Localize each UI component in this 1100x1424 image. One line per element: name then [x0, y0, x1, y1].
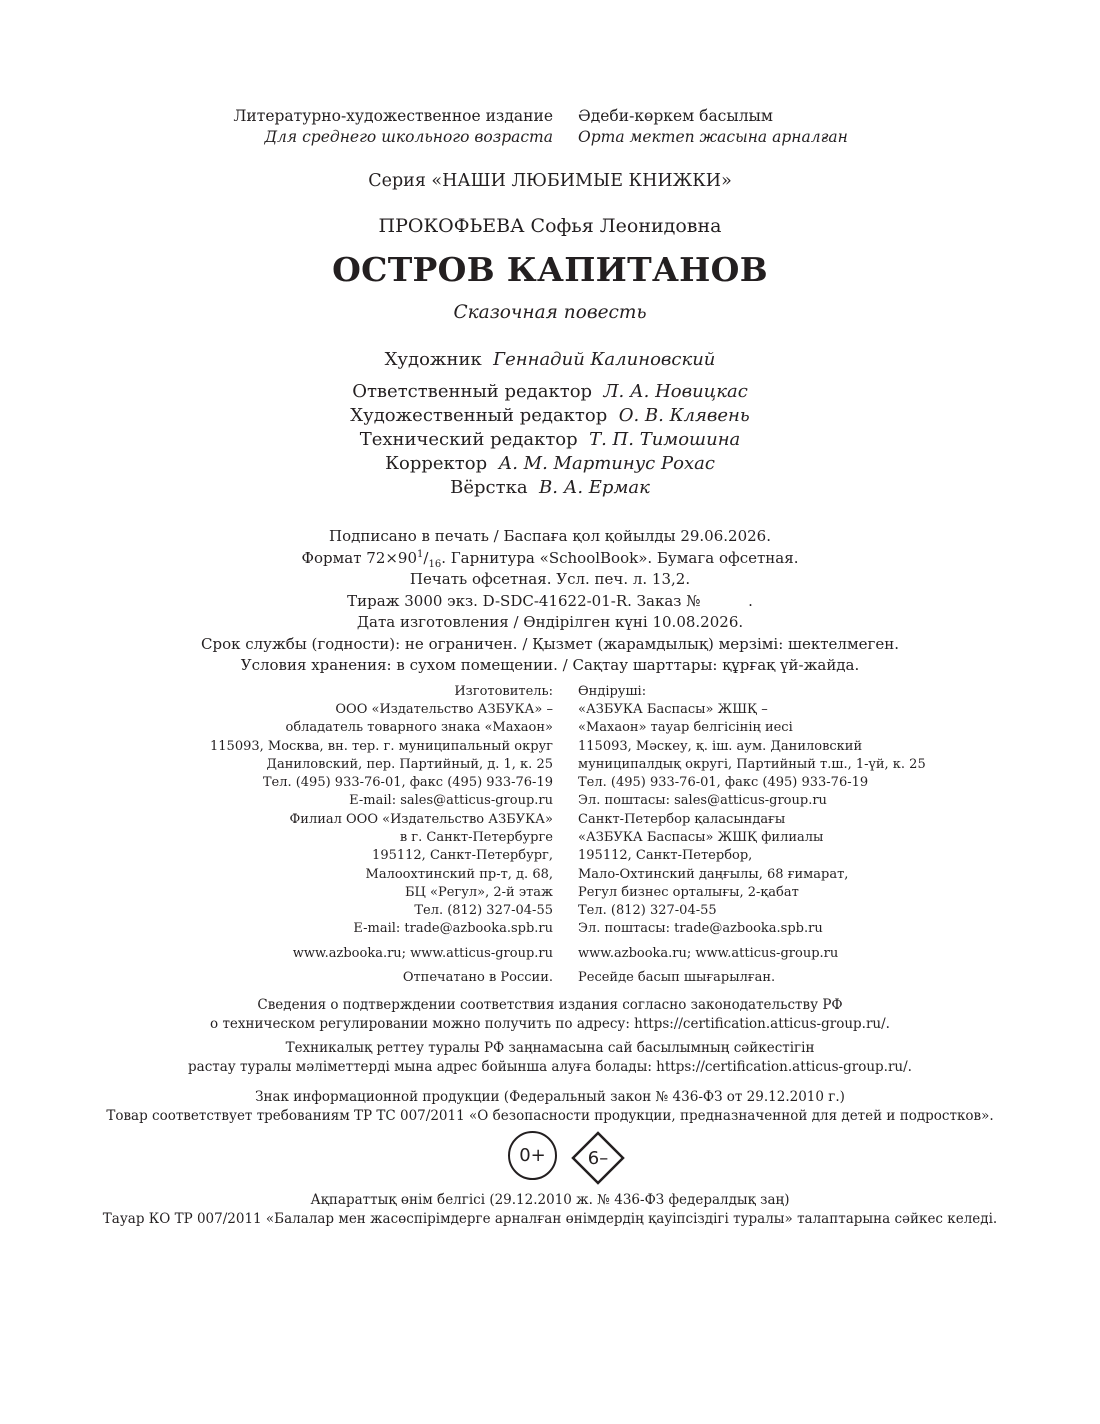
manufacture-date: Дата изготовления / Өндірілген күні 10.08.2026. — [356, 613, 744, 631]
certification-ru: Сведения о подтверждении соответствия издания согласно законодательству РФ о техническом регулировании можно получить по адресу: https://certification.atticus-group.ru/. — [210, 997, 890, 1032]
service-life: Срок службы (годности): не ограничен. / Қызмет (жарамдылық) мерзімі: шектелмеген. — [201, 634, 899, 653]
editor-credit: Технический редактор Т. П. Тимошина — [359, 429, 741, 450]
age-group-kz: Орта мектеп жасына арналған — [578, 128, 848, 146]
age-rating-circle-icon: 0+ — [508, 1131, 557, 1180]
info-product-law-kz: Ақпараттық өнім белгісі (29.12.2010 ж. № 436-ФЗ федералдық заң) Тауар КО ТР 007/2011 «Балалар мен жасөспірімдерге арналған өнімдердің қауіпсіздігі туралы» талаптарына сәйкес келеді. — [102, 1192, 998, 1227]
printed-in-kz: Ресейде басып шығарылған. — [578, 970, 776, 985]
genre-kz: Әдеби-көркем басылым — [578, 107, 773, 125]
author-name: ПРОКОФЬЕВА Софья Леонидовна — [378, 215, 722, 237]
certification-kz: Техникалық реттеу туралы РФ заңнамасына сай басылымның сәйкестігін растау туралы мәліметтерді мына адрес бойынша алуға болады: https://certification.atticus-group.ru/. — [188, 1040, 912, 1075]
imprint-page: Литературно-художественное издание Для среднего школьного возраста Әдеби-көркем басылым Орта мектеп жасына арналған Серия «НАШИ ЛЮБИМЫЕ КНИЖКИ» ПРОКОФЬЕВА Софья Леонидовна ОСТРОВ КАПИТАНОВ Сказочная повесть Художник Геннадий Калиновский Ответственный редактор Л. А. Новицкас Художественный редактор О. В. Клявень Технический редактор Т. П. Тимошина Корректор А. М. Мартинус Рохас Вёрстка В. А. Ермак Подписано в печать / Баспаға қол қойылды 29.06.2026. Формат $72\times 90^1/_{16}$. Гарнитура «SchoolBook». Бумага офсетная. Печать офсетная. Усл. печ. л. 13,2. Тираж 3000 экз. D-SDC-41622-01-R. Заказ № . Дата изготовления / Өндірілген күні 10.08.2026. Срок службы (годности): не ограничен. / Қызмет (жарамдылық) мерзімі: шектелмеген. Условия хранения: в сухом помещении. / Сақтау шарттары: құрғақ үй-жайда. Изготовитель: ООО «Издательство АЗБУКА» – обладатель товарного знака «Махаон» 115093, Москва, вн. тер. г. муниципальный округ Даниловский, пер. Партийный, д. 1, к. 25 Тел. (495) 933-76-01, факс (495) 933-76-19 E-mail: sales@atticus-group.ru Өндіруші: «АЗБУКА Баспасы» ЖШҚ – «Махаон» тауар белгісінің иесі 115093, Мәскеу, қ. іш. аум. Даниловский муниципалдық округі, Партийный т.ш., 1-үй, к. 25 Тел. (495) 933-76-01, факс (495) 933-76-19 Эл. поштасы: sales@atticus-group.ru Филиал ООО «Издательство АЗБУКА» в г. Санкт-Петербурге 195112, Санкт-Петербург, Малоохтинский пр-т, д. 68, БЦ «Регул», 2-й этаж Тел. (812) 327-04-55 E-mail: trade@azbooka.spb.ru Санкт-Петербор қаласындағы «АЗБУКА Баспасы» ЖШҚ филиалы 195112, Санкт-Петербор, Мало-Охтинский даңғылы, 68 ғимарат, Регул бизнес орталығы, 2-қабат Тел. (812) 327-04-55 Эл. поштасы: trade@azbooka.spb.ru www.azbooka.ru; www.atticus-group.ru www.azbooka.ru; www.atticus-group.ru Отпечатано в России. Ресейде басып шығарылған. Сведения о подтверждении соответствия издания согласно законодательству РФ о техническом регулировании можно получить по адресу: https://certification.atticus-group.ru/. Техникалық реттеу туралы РФ заңнамасына сай басылымның сәйкестігін растау туралы мәліметтерді мына адрес бойынша алуға болады: https://certification.atticus-group.ru/. Знак информационной продукции (Федеральный закон № 436-ФЗ от 29.12.2010 г.) Товар соответствует требованиям ТР ТС 007/2011 «О безопасности продукции, предназначенной для детей и подростков». 0+ 6– Ақпараттық өнім белгісі (29.12.2010 ж. № 436-ФЗ федералдық заң) Тауар КО ТР 007/2011 «Балалар мен жасөспірімдерге арналған өнімдердің қауіпсіздігі туралы» талаптарына сәйкес келеді. — [0, 0, 1100, 1424]
print-run: Тираж 3000 экз. D-SDC-41622-01-R. Заказ № . — [347, 591, 753, 610]
credits-block — [0, 348, 1100, 500]
format-line: Формат $72\times 90^1/_{16}$. Гарнитура «SchoolBook». Бумага офсетная. — [301, 548, 799, 570]
branch-email-kz: Эл. поштасы: trade@azbooka.spb.ru — [578, 921, 823, 937]
branch-email-ru: E-mail: trade@azbooka.spb.ru — [353, 921, 553, 937]
editor-credit: Ответственный редактор Л. А. Новицкас — [352, 381, 748, 402]
series-line: Серия «НАШИ ЛЮБИМЫЕ КНИЖКИ» — [368, 171, 732, 191]
age-badges — [508, 1128, 628, 1188]
manufacturer-email-ru: E-mail: sales@atticus-group.ru — [349, 793, 553, 809]
editor-credit: Вёрстка В. А. Ермак — [450, 477, 650, 498]
manufacturer-label-kz: Өндіруші: — [578, 684, 647, 699]
storage-conditions: Условия хранения: в сухом помещении. / Сақтау шарттары: құрғақ үй-жайда. — [240, 656, 860, 674]
illustrator-credit: Художник Геннадий Калиновский — [384, 349, 716, 370]
age-group-ru: Для среднего школьного возраста — [264, 128, 553, 146]
genre-ru: Литературно-художественное издание — [233, 107, 553, 125]
info-product-law-ru: Знак информационной продукции (Федеральный закон № 436-ФЗ от 29.12.2010 г.) Товар соответствует требованиям ТР ТС 007/2011 «О безопасности продукции, предназначенной для детей и подростков». — [106, 1089, 994, 1124]
website-kz: www.azbooka.ru; www.atticus-group.ru — [578, 946, 839, 961]
manufacturer-label-ru: Изготовитель: — [454, 684, 553, 699]
signed-date: Подписано в печать / Баспаға қол қойылды 29.06.2026. — [329, 527, 771, 545]
imprint-details — [0, 526, 1100, 677]
book-title: ОСТРОВ КАПИТАНОВ — [332, 250, 768, 289]
editor-credit: Художественный редактор О. В. Клявень — [350, 405, 750, 426]
website-ru: www.azbooka.ru; www.atticus-group.ru — [292, 946, 553, 961]
age-range-diamond-icon: 6– — [571, 1131, 625, 1185]
print-line: Печать офсетная. Усл. печ. л. 13,2. — [409, 570, 691, 588]
manufacturer-email-kz: Эл. поштасы: sales@atticus-group.ru — [578, 793, 827, 809]
book-subtitle: Сказочная повесть — [453, 302, 647, 323]
editor-credit: Корректор А. М. Мартинус Рохас — [385, 453, 715, 474]
printed-in-ru: Отпечатано в России. — [402, 970, 553, 985]
